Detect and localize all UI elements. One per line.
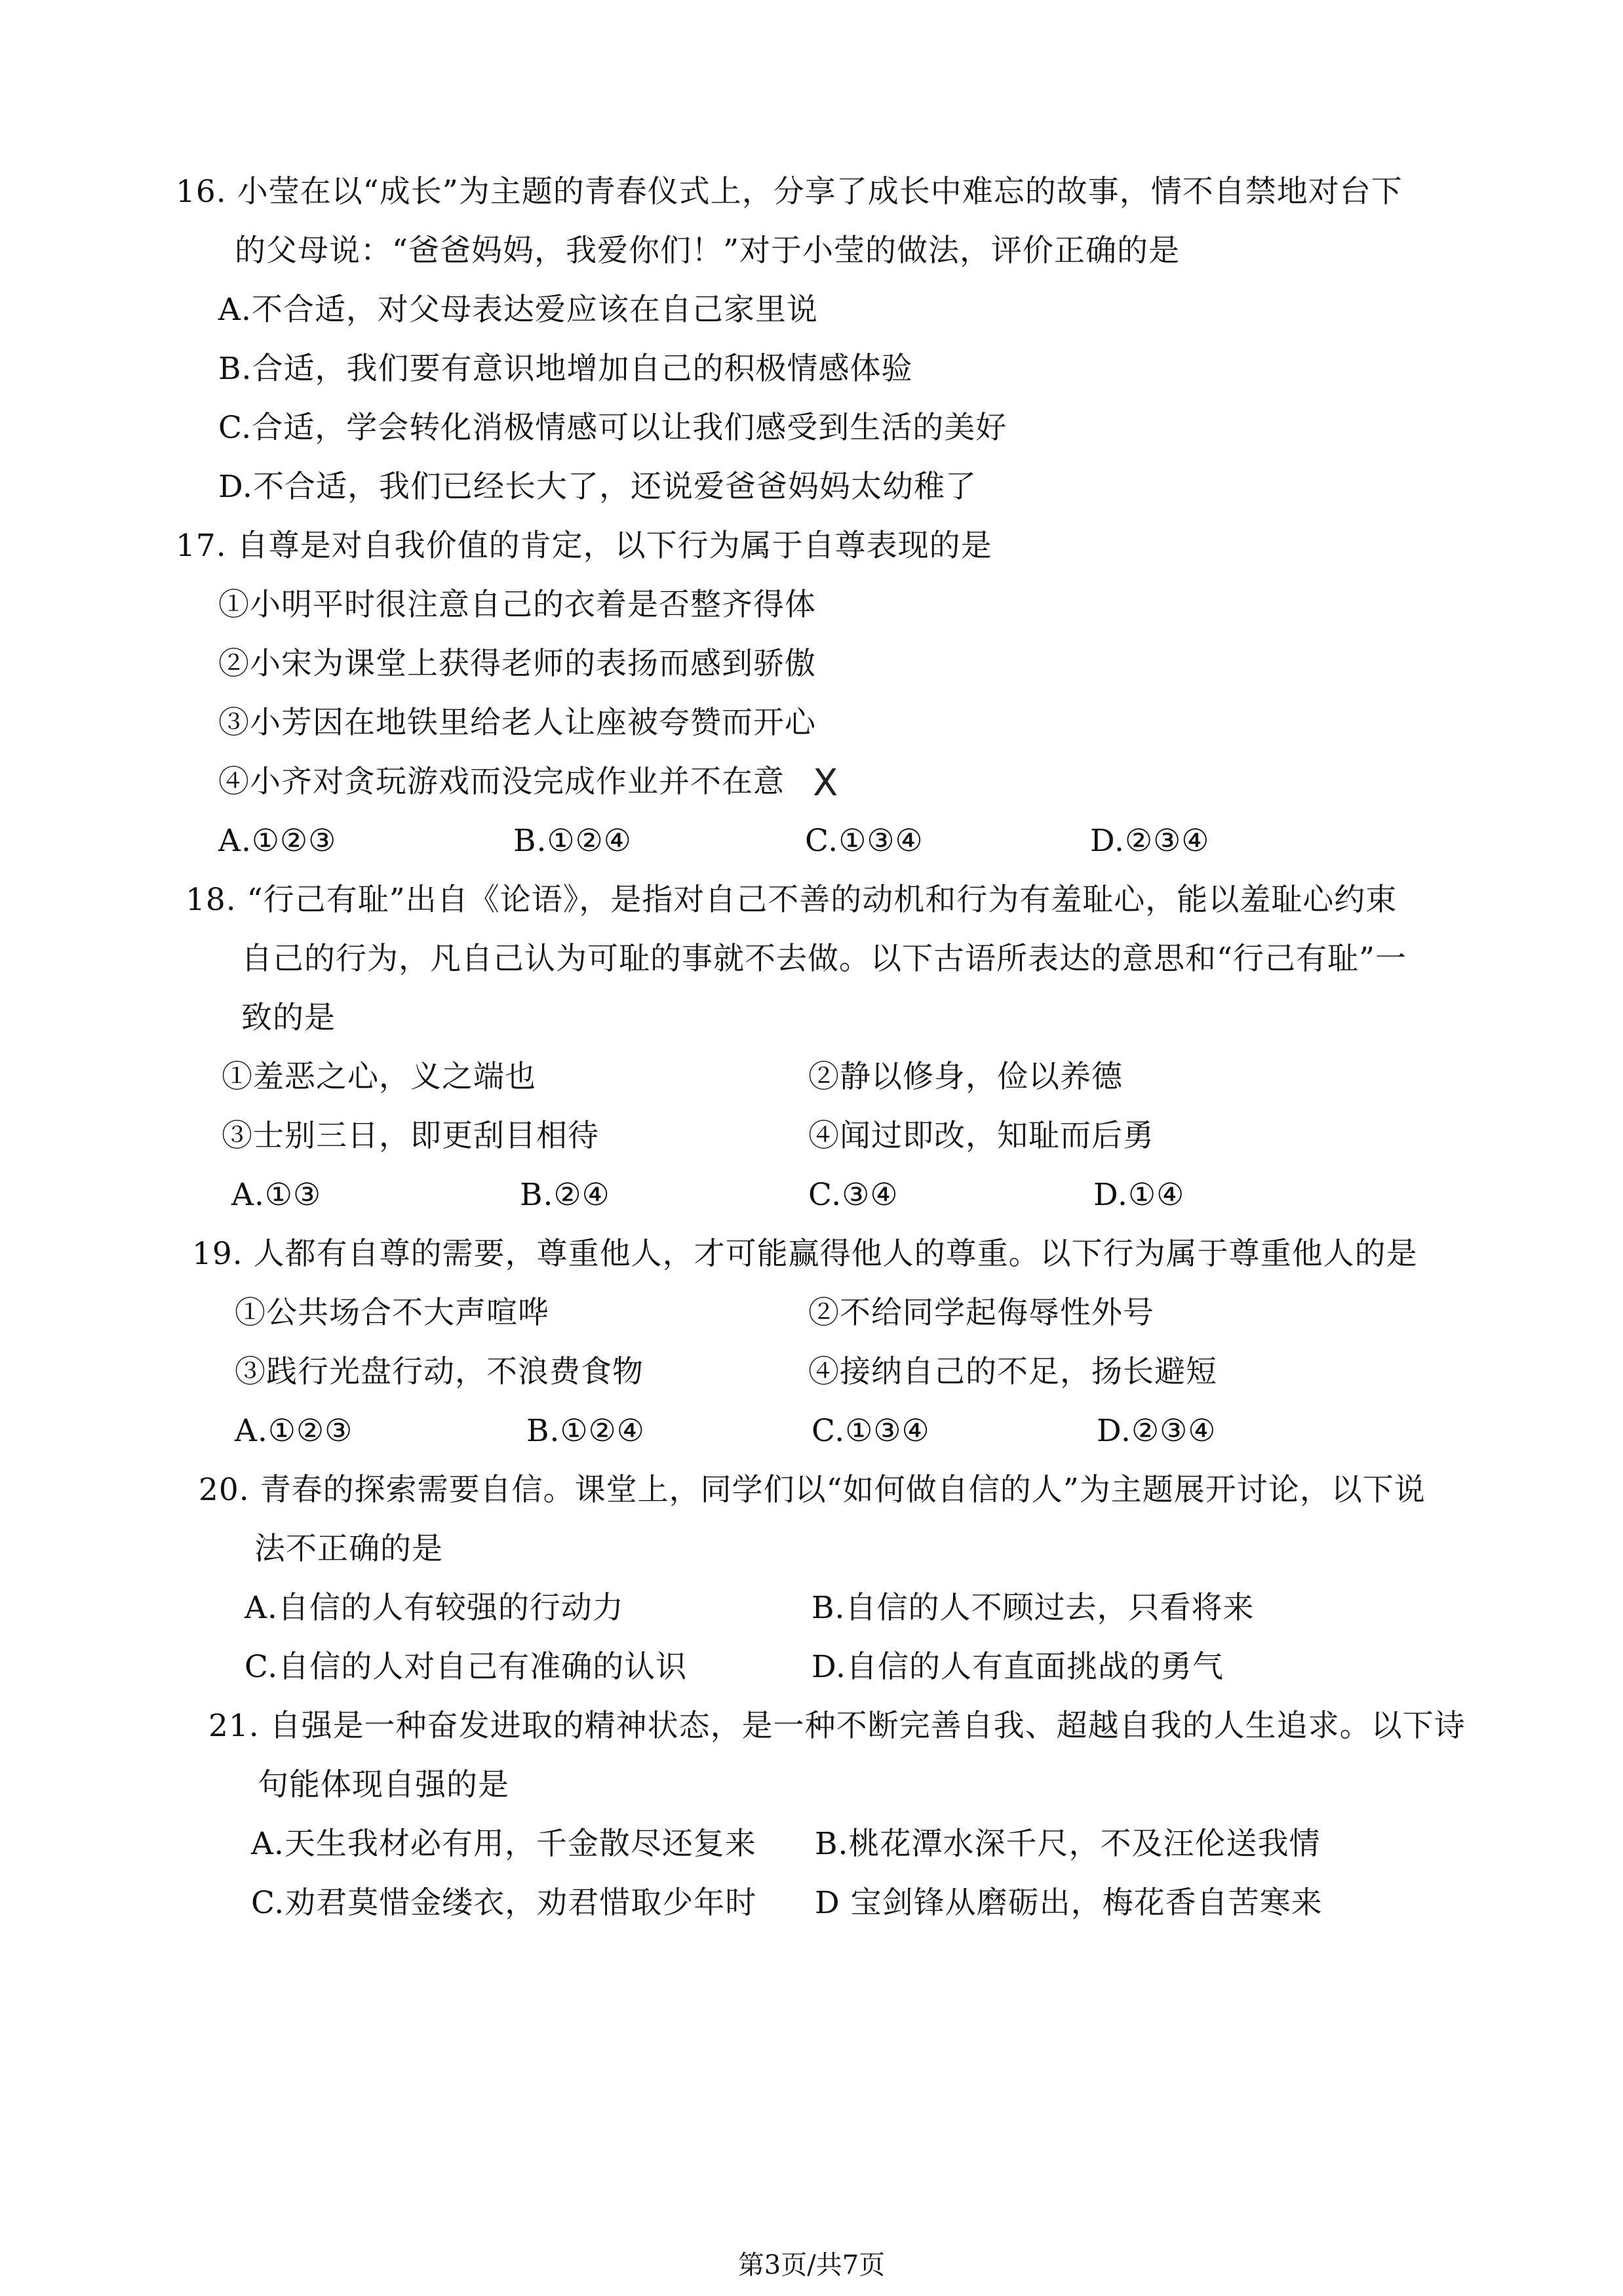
question-19-option-a: A.①②③	[235, 1413, 353, 1449]
question-18-item-2: ②静以修身，俭以养德	[808, 1059, 1123, 1095]
question-17-stem: 17. 自尊是对自我价值的肯定，以下行为属于自尊表现的是	[176, 528, 992, 564]
question-21-stem-line-2: 句能体现自强的是	[258, 1767, 509, 1803]
question-19-stem: 19. 人都有自尊的需要，尊重他人，才可能赢得他人的尊重。以下行为属于尊重他人的是	[192, 1236, 1418, 1272]
question-19-option-c: C.①③④	[812, 1413, 930, 1449]
question-18-item-4: ④闻过即改，知耻而后勇	[808, 1118, 1154, 1154]
question-18-stem-line-3: 致的是	[241, 1000, 336, 1036]
question-21-option-b: B.桃花潭水深千尺，不及汪伦送我情	[815, 1826, 1321, 1862]
question-21-stem-line-1: 21. 自强是一种奋发进取的精神状态，是一种不断完善自我、超越自我的人生追求。以下诗	[208, 1708, 1466, 1744]
question-19-option-d: D.②③④	[1097, 1413, 1217, 1449]
question-17-item-3: ③小芳因在地铁里给老人让座被夸赞而开心	[218, 705, 816, 741]
question-17-option-d: D.②③④	[1090, 823, 1210, 859]
question-20-option-a: A.自信的人有较强的行动力	[244, 1590, 624, 1626]
question-19-option-b: B.①②④	[526, 1413, 645, 1449]
question-16-option-d: D.不合适，我们已经长大了，还说爱爸爸妈妈太幼稚了	[218, 469, 977, 505]
question-18-option-a: A.①③	[231, 1177, 322, 1213]
question-16-option-a: A.不合适，对父母表达爱应该在自己家里说	[218, 292, 818, 328]
question-17-item-4: ④小齐对贪玩游戏而没完成作业并不在意	[218, 764, 785, 800]
question-17-item-2: ②小宋为课堂上获得老师的表扬而感到骄傲	[218, 646, 816, 682]
question-20-stem-line-1: 20. 青春的探索需要自信。课堂上，同学们以“如何做自信的人”为主题展开讨论，以下说	[199, 1472, 1426, 1508]
question-21-option-a: A.天生我材必有用，千金散尽还复来	[251, 1826, 756, 1862]
question-17-option-b: B.①②④	[513, 823, 632, 859]
page-number: 第3页/共7页	[737, 2250, 886, 2280]
question-20-stem-line-2: 法不正确的是	[254, 1531, 443, 1567]
question-20-option-d: D.自信的人有直面挑战的勇气	[812, 1649, 1224, 1685]
question-18-stem-line-2: 自己的行为，凡自己认为可耻的事就不去做。以下古语所表达的意思和“行己有耻”一	[241, 941, 1407, 977]
question-16-option-b: B.合适，我们要有意识地增加自己的积极情感体验	[218, 351, 913, 387]
question-16-stem-line-2: 的父母说：“爸爸妈妈，我爱你们！”对于小莹的做法，评价正确的是	[235, 233, 1181, 269]
question-20-option-c: C.自信的人对自己有准确的认识	[244, 1649, 688, 1685]
question-21-option-c: C.劝君莫惜金缕衣，劝君惜取少年时	[251, 1885, 757, 1921]
question-16-option-c: C.合适，学会转化消极情感可以让我们感受到生活的美好	[218, 410, 1007, 446]
question-17-option-c: C.①③④	[805, 823, 924, 859]
handwritten-cross-mark: X	[813, 762, 838, 804]
question-18-option-d: D.①④	[1093, 1177, 1185, 1213]
question-19-item-1: ①公共场合不大声喧哗	[235, 1295, 549, 1331]
question-18-option-c: C.③④	[808, 1177, 899, 1213]
question-17-item-1: ①小明平时很注意自己的衣着是否整齐得体	[218, 587, 816, 623]
question-18-item-3: ③士别三日，即更刮目相待	[222, 1118, 599, 1154]
question-18-option-b: B.②④	[520, 1177, 610, 1213]
question-19-item-3: ③践行光盘行动，不浪费食物	[235, 1354, 644, 1390]
question-21-option-d: D 宝剑锋从磨砺出，梅花香自苦寒来	[815, 1885, 1323, 1921]
question-19-item-2: ②不给同学起侮辱性外号	[808, 1295, 1154, 1331]
question-16-stem-line-1: 16. 小莹在以“成长”为主题的青春仪式上，分享了成长中难忘的故事，情不自禁地对台下	[176, 174, 1403, 210]
question-18-item-1: ①羞恶之心，义之端也	[222, 1059, 536, 1095]
question-17-option-a: A.①②③	[218, 823, 337, 859]
question-19-item-4: ④接纳自己的不足，扬长避短	[808, 1354, 1217, 1390]
question-20-option-b: B.自信的人不顾过去，只看将来	[812, 1590, 1255, 1626]
question-18-stem-line-1: 18. “行己有耻”出自《论语》，是指对自己不善的动机和行为有羞耻心，能以羞耻心约束	[186, 882, 1398, 918]
